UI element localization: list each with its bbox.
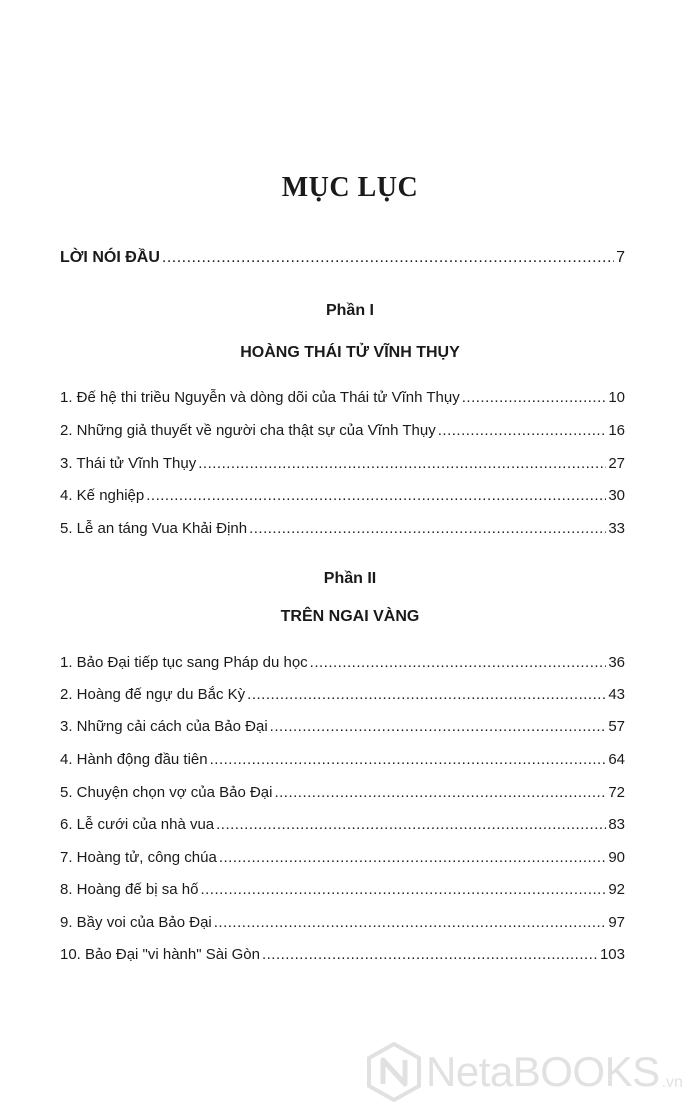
toc-entry-page: 72 (608, 784, 625, 801)
toc-entry[interactable] (60, 751, 625, 768)
toc-entry[interactable] (60, 881, 625, 898)
toc-entry-page: 64 (608, 751, 625, 768)
toc-entry-label: 9. Bầy voi của Bảo Đại (60, 914, 212, 931)
toc-entry-label: LỜI NÓI ĐẦU (60, 249, 160, 266)
toc-entry-preface[interactable] (60, 249, 625, 267)
toc-leader-dots (210, 751, 607, 768)
toc-entry[interactable] (60, 914, 625, 931)
toc-entry-label: 5. Chuyện chọn vợ của Bảo Đại (60, 784, 273, 801)
netabooks-watermark (366, 1042, 683, 1102)
toc-entry[interactable] (60, 946, 625, 963)
toc-leader-dots (438, 422, 607, 439)
toc-entry[interactable] (60, 718, 625, 735)
toc-entry-label: 5. Lễ an táng Vua Khải Định (60, 520, 248, 537)
toc-entry-label: 8. Hoàng đế bị sa hố (60, 881, 199, 898)
toc-leader-dots (214, 914, 607, 931)
toc-entry[interactable] (60, 654, 625, 671)
toc-entry[interactable] (60, 784, 625, 801)
toc-entry-page: 36 (608, 654, 625, 671)
toc-entry-label: 1. Đế hệ thi triều Nguyễn và dòng dõi của Thái tử Vĩnh Thụy (60, 389, 460, 406)
watermark-brand: NetaBOOKS (426, 1048, 660, 1095)
toc-entry-label: 7. Hoàng tử, công chúa (60, 849, 217, 866)
watermark-suffix: .vn (661, 1074, 683, 1091)
part-heading: Phần II (323, 570, 377, 587)
toc-leader-dots (216, 816, 606, 833)
toc-entry-label: 2. Những giả thuyết về người cha thật sự của Vĩnh Thụy (60, 422, 436, 439)
toc-entry-page: 7 (616, 249, 625, 266)
toc-entry-page: 27 (608, 455, 625, 472)
toc-leader-dots (270, 718, 607, 735)
toc-entry[interactable] (60, 816, 625, 833)
part-title: HOÀNG THÁI TỬ VĨNH THỤY (240, 344, 460, 361)
toc-entry-page: 92 (608, 881, 625, 898)
toc-leader-dots (249, 520, 606, 537)
toc-entry-page: 57 (608, 718, 625, 735)
toc-leader-dots (200, 881, 606, 898)
toc-entry[interactable] (60, 487, 625, 504)
toc-entry-label: 3. Những cải cách của Bảo Đại (60, 718, 268, 735)
toc-entry-page: 97 (608, 914, 625, 931)
toc-entry-page: 10 (608, 389, 625, 406)
toc-entry[interactable] (60, 686, 625, 703)
toc-entry[interactable] (60, 849, 625, 866)
part-heading: Phần I (325, 302, 374, 319)
toc-entry[interactable] (60, 422, 625, 439)
toc-entry-page: 83 (608, 816, 625, 833)
toc-leader-dots (274, 784, 606, 801)
toc-entry-label: 3. Thái tử Vĩnh Thụy (60, 455, 197, 472)
toc-entry-page: 43 (608, 686, 625, 703)
toc-entry[interactable] (60, 455, 625, 472)
toc-entry-page: 103 (599, 946, 625, 963)
toc-entry-page: 16 (608, 422, 625, 439)
toc-entry-label: 1. Bảo Đại tiếp tục sang Pháp du học (60, 654, 308, 671)
toc-title: MỤC LỤC (281, 172, 419, 203)
toc-leader-dots (247, 686, 606, 703)
toc-entry-page: 90 (608, 849, 625, 866)
toc-entry-label: 6. Lễ cưới của nhà vua (60, 816, 215, 833)
toc-entry-page: 30 (608, 487, 625, 504)
toc-entry-label: 4. Kế nghiệp (60, 487, 145, 504)
toc-entry[interactable] (60, 389, 625, 406)
toc-entry-label: 2. Hoàng đế ngự du Bắc Kỳ (60, 686, 246, 703)
toc-entry[interactable] (60, 520, 625, 537)
toc-leader-dots (198, 455, 606, 472)
toc-leader-dots (162, 249, 614, 267)
toc-entry-page: 33 (608, 520, 625, 537)
toc-leader-dots (310, 654, 607, 671)
toc-leader-dots (462, 389, 607, 406)
toc-leader-dots (146, 487, 606, 504)
toc-entry-label: 10. Bảo Đại "vi hành" Sài Gòn (60, 946, 260, 963)
toc-leader-dots (262, 946, 598, 963)
toc-leader-dots (219, 849, 607, 866)
netabooks-logo-icon (366, 1042, 422, 1102)
part-title: TRÊN NGAI VÀNG (280, 608, 420, 625)
toc-entry-label: 4. Hành động đầu tiên (60, 751, 208, 768)
